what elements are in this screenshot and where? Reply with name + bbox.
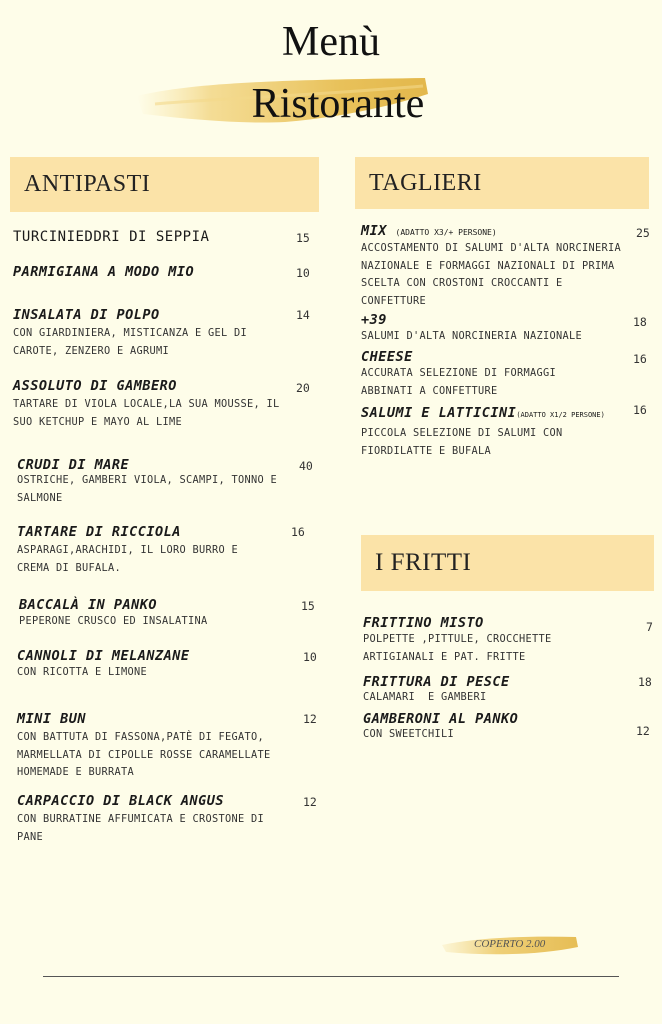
item-description: CON GIARDINIERA, MISTICANZA E GEL DI CAROTE, ZENZERO E AGRUMI — [13, 327, 247, 357]
item-price: 12 — [636, 724, 650, 738]
item-description: CON RICOTTA E LIMONE — [17, 666, 147, 678]
section-title: TAGLIERI — [369, 169, 482, 196]
item-price: 25 — [636, 226, 650, 240]
item-name: FRITTURA DI PESCE — [363, 674, 510, 690]
menu-item — [17, 711, 297, 782]
item-description: TARTARE DI VIOLA LOCALE,LA SUA MOUSSE, IL SUO KETCHUP E MAYO AL LIME — [13, 398, 280, 428]
item-price: 7 — [646, 620, 653, 634]
item-description: CALAMARI E GAMBERI — [363, 691, 487, 703]
section-title: I FRITTI — [375, 549, 472, 576]
item-name: +39 — [361, 312, 387, 328]
item-name: CHEESE — [361, 349, 413, 365]
item-price: 18 — [633, 315, 647, 329]
item-name-text: MIX — [361, 223, 387, 239]
item-name: MINI BUN — [17, 711, 87, 727]
menu-item — [17, 793, 287, 846]
item-price: 16 — [291, 525, 305, 539]
menu-item — [13, 307, 283, 360]
item-price: 15 — [301, 599, 315, 613]
menu-item — [361, 223, 631, 310]
section-header-antipasti — [10, 157, 319, 212]
menu-item — [19, 597, 289, 631]
item-price: 10 — [303, 650, 317, 664]
item-name: BACCALÀ IN PANKO — [19, 597, 158, 613]
item-price: 16 — [633, 352, 647, 366]
item-name: FRITTINO MISTO — [363, 615, 484, 631]
item-name: GAMBERONI AL PANKO — [363, 711, 519, 727]
item-description: PEPERONE CRUSCO ED INSALATINA — [19, 615, 208, 627]
menu-item — [17, 524, 267, 577]
item-name: CARPACCIO DI BLACK ANGUS — [17, 793, 225, 809]
restaurant-title: Ristorante — [251, 81, 425, 127]
section-header-taglieri — [355, 157, 649, 209]
menu-item — [363, 615, 613, 666]
item-name: PARMIGIANA A MODO MIO — [13, 264, 195, 280]
item-name — [361, 223, 631, 241]
item-description: ACCOSTAMENTO DI SALUMI D'ALTA NORCINERIA NAZIONALE E FORMAGGI NAZIONALI DI PRIMA SCELTA CON CROSTONI CROCCANTI E CONFETTURE — [361, 242, 621, 307]
item-name — [361, 405, 631, 424]
item-note: (ADATTO X3/+ PERSONE) — [395, 228, 497, 237]
item-note: (ADATTO X1/2 PERSONE) — [516, 411, 605, 419]
item-price: 18 — [638, 675, 652, 689]
menu-item — [363, 674, 613, 707]
item-description: CON SWEETCHILI — [363, 728, 454, 740]
coperto-label: COPERTO 2.00 — [474, 938, 546, 950]
item-name: CANNOLI DI MELANZANE — [17, 648, 190, 664]
item-description: ASPARAGI,ARACHIDI, IL LORO BURRO E CREMA DI BUFALA. — [17, 544, 238, 574]
item-name: CRUDI DI MARE — [17, 457, 130, 473]
item-name: INSALATA DI POLPO — [13, 307, 160, 323]
menu-item — [17, 648, 287, 682]
menu-item — [13, 229, 209, 246]
item-name: TURCINIEDDRI DI SEPPIA — [13, 229, 210, 245]
item-price: 40 — [299, 459, 313, 473]
menu-item — [13, 264, 194, 281]
menu-item — [17, 457, 287, 507]
menu-title: Menù — [282, 19, 380, 65]
item-price: 14 — [296, 308, 310, 322]
footer-divider — [43, 976, 619, 977]
item-price: 12 — [303, 795, 317, 809]
item-price: 20 — [296, 381, 310, 395]
item-price: 12 — [303, 712, 317, 726]
menu-item — [361, 312, 631, 346]
item-name: TARTARE DI RICCIOLA — [17, 524, 181, 540]
item-price: 16 — [633, 403, 647, 417]
item-price: 10 — [296, 266, 310, 280]
section-title: ANTIPASTI — [24, 171, 151, 197]
menu-item — [361, 349, 611, 400]
menu-item — [363, 711, 613, 744]
item-name-text: SALUMI E LATTICINI — [361, 405, 517, 421]
item-description: ACCURATA SELEZIONE DI FORMAGGI ABBINATI A CONFETTURE — [361, 367, 556, 397]
item-price: 15 — [296, 231, 310, 245]
item-description: PICCOLA SELEZIONE DI SALUMI CON FIORDILATTE E BUFALA — [361, 427, 563, 457]
item-description: CON BATTUTA DI FASSONA,PATÈ DI FEGATO, MARMELLATA DI CIPOLLE ROSSE CARAMELLATE HOMEMADE E BURRATA — [17, 731, 271, 778]
menu-item — [13, 378, 283, 431]
item-name: ASSOLUTO DI GAMBERO — [13, 378, 177, 394]
item-description: POLPETTE ,PITTULE, CROCCHETTE ARTIGIANALI E PAT. FRITTE — [363, 633, 552, 663]
item-description: CON BURRATINE AFFUMICATA E CROSTONE DI PANE — [17, 813, 264, 843]
menu-item — [361, 405, 631, 460]
item-description: SALUMI D'ALTA NORCINERIA NAZIONALE — [361, 330, 582, 342]
section-header-fritti — [361, 535, 654, 591]
item-description: OSTRICHE, GAMBERI VIOLA, SCAMPI, TONNO E SALMONE — [17, 474, 277, 504]
